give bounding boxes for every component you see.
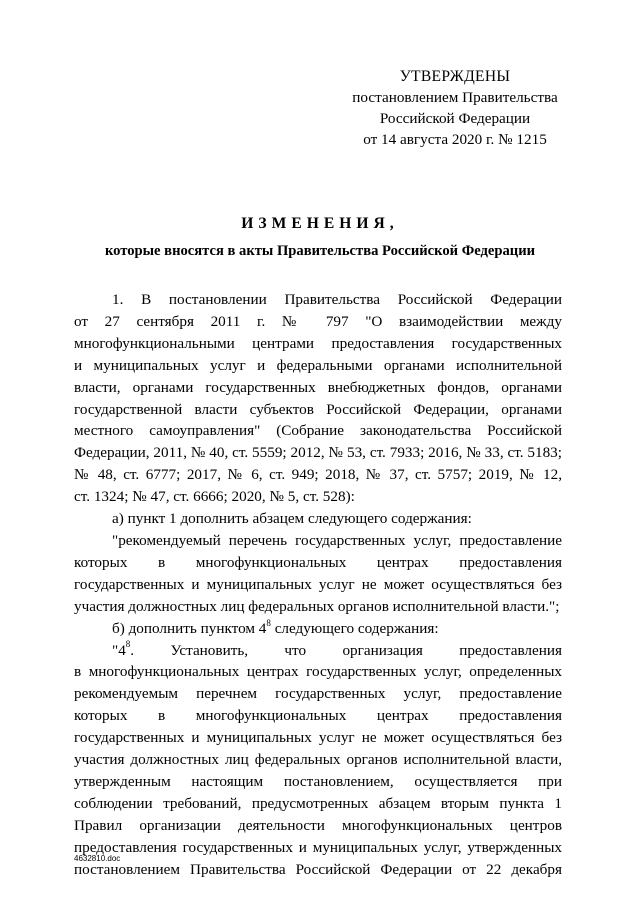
text-line: участия должностных лиц федеральных органов исполнительной власти, (74, 751, 562, 769)
approval-heading: УТВЕРЖДЕНЫ (399, 68, 511, 85)
text-line (74, 618, 562, 640)
superscript: 8 (125, 639, 131, 650)
text-fragment: "4 (112, 641, 126, 659)
text-line: государственных и муниципальных услуг не может осуществляться без (74, 729, 562, 747)
text-fragment: б) дополнить пунктом 4 (112, 619, 267, 637)
text-line: и муниципальных услуг и федеральными органами исполнительной (74, 356, 562, 374)
text-line: соблюдении требований, предусмотренных абзацем вторым пункта 1 (74, 794, 562, 812)
text-line (74, 640, 562, 662)
text-line: "рекомендуемый перечень государственных услуг, предоставление (112, 531, 562, 549)
text-line: в многофункциональных центрах государственных услуг, определенных (74, 663, 562, 681)
paragraph-a (74, 508, 562, 530)
text-line: Правил организации деятельности многофункциональных центров (74, 816, 562, 834)
text-line: государственной власти субъектов Российской Федерации, органами (74, 400, 562, 418)
text-line: № 48, ст. 6777; 2017, № 6, ст. 949; 2018, № 37, ст. 5757; 2019, № 12, (74, 466, 562, 484)
approval-line: постановлением Правительства (352, 89, 558, 106)
text-line: постановлением Правительства Российской Федерации от 22 декабря (74, 860, 562, 878)
text-fragment: . Установить, что организация предоставления (130, 641, 562, 659)
file-name-footer: 4632810.doc (74, 854, 121, 863)
superscript: 8 (266, 617, 271, 628)
text-line: государственных и муниципальных услуг не может осуществляться без (74, 575, 562, 593)
text-line: участия должностных лиц федеральных органов исполнительной власти."; (74, 597, 560, 615)
document-subtitle: которые вносятся в акты Правительства Российской Федерации (104, 243, 536, 259)
text-line: 1. В постановлении Правительства Российской Федерации (112, 291, 562, 308)
text-line: многофункциональными центрами предоставления государственных (74, 334, 562, 352)
text-line: утвержденным настоящим постановлением, осуществляется при (74, 772, 562, 790)
text-line: Федерации, 2011, № 40, ст. 5559; 2012, № 53, ст. 7933; 2016, № 33, ст. 5183; (74, 444, 562, 462)
paragraph-b (74, 618, 562, 640)
text-line: рекомендуемым перечнем государственных услуг, предоставление (74, 685, 562, 703)
approval-block (330, 66, 580, 150)
text-line: которых в многофункциональных центрах предоставления (74, 553, 562, 571)
paragraph-quote-1 (74, 530, 562, 618)
text-line: местного самоуправления" (Собрание законодательства Российской (74, 422, 562, 440)
document-body (74, 289, 562, 880)
approval-line: Российской Федерации (379, 110, 531, 127)
text-line: а) пункт 1 дополнить абзацем следующего содержания: (112, 510, 472, 528)
text-line: от 27 сентября 2011 г. № 797 "О взаимодействии между (74, 312, 562, 330)
paragraph-point-4-8 (74, 640, 562, 881)
paragraph-1 (74, 289, 562, 508)
text-line: которых в многофункциональных центрах предоставления (74, 707, 562, 725)
document-title: ИЗМЕНЕНИЯ, (241, 215, 399, 232)
approval-date-number: от 14 августа 2020 г. № 1215 (363, 131, 547, 148)
text-line: власти, органами государственных внебюджетных фондов, органами (74, 378, 562, 396)
text-fragment: следующего содержания: (270, 619, 439, 637)
text-line: предоставления государственных и муниципальных услуг, утвержденных (74, 838, 562, 856)
text-line: ст. 1324; № 47, ст. 6666; 2020, № 5, ст. 528): (74, 488, 355, 506)
